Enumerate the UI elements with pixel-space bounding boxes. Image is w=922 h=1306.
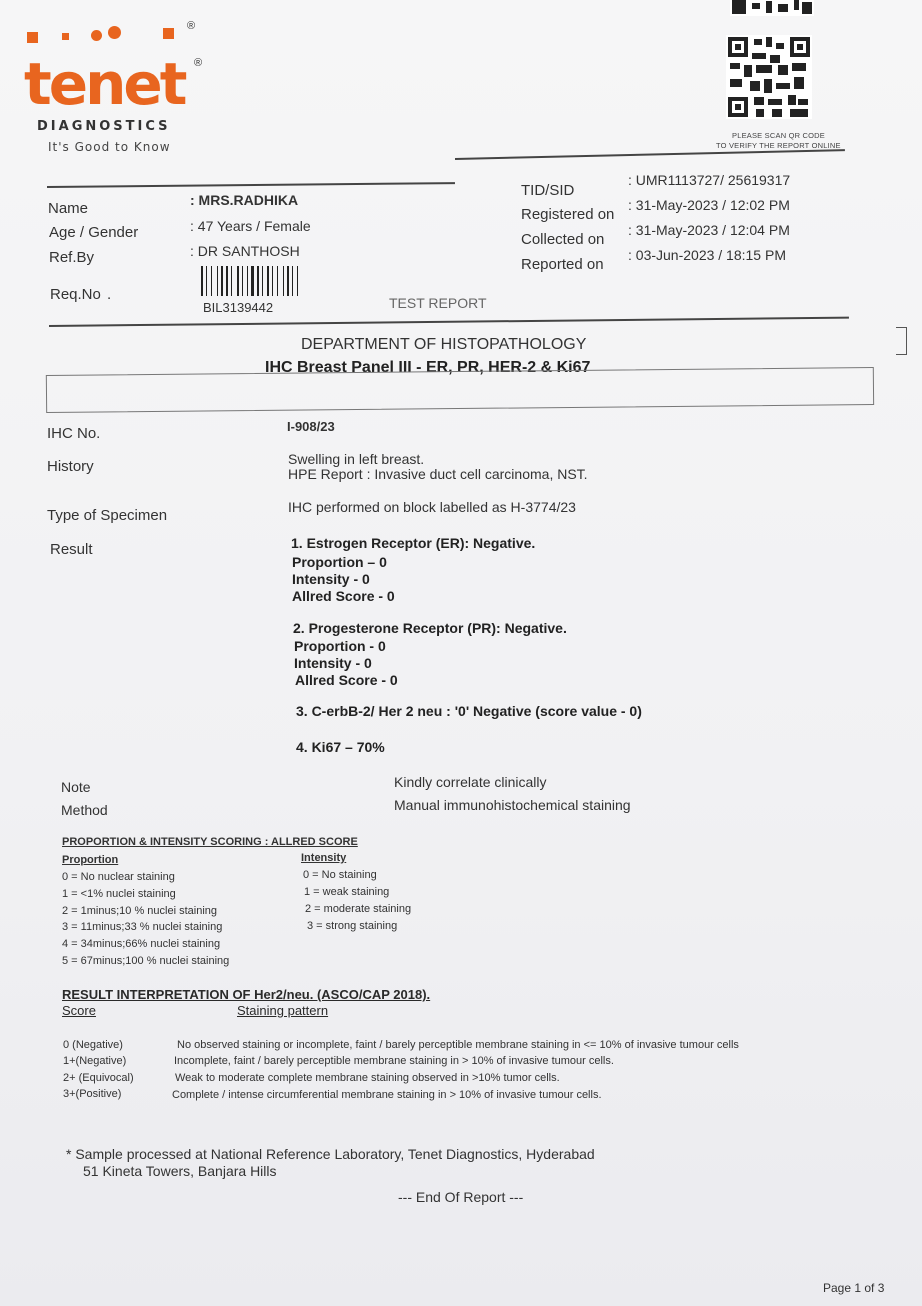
reported-value: : 03-Jun-2023 / 18:15 PM: [628, 247, 786, 263]
her2-pattern: Weak to moderate complete membrane staining observed in >10% tumor cells.: [175, 1072, 560, 1084]
req-label: Req.No: [50, 286, 101, 303]
barcode-bar: [267, 266, 269, 296]
qr-code-top: [730, 0, 814, 16]
barcode-bar: [262, 266, 263, 296]
er-allred: Allred Score - 0: [292, 588, 395, 604]
pr-proportion: Proportion - 0: [294, 638, 386, 654]
history-label: History: [47, 458, 94, 475]
collected-value: : 31-May-2023 / 12:04 PM: [628, 222, 790, 238]
barcode-bar: [231, 266, 232, 296]
pr-intensity: Intensity - 0: [294, 655, 372, 671]
her2-score: 3+(Positive): [63, 1088, 122, 1100]
brand-tagline: It's Good to Know: [48, 140, 171, 154]
barcode: [201, 266, 323, 296]
intensity-item: 0 = No staining: [303, 869, 377, 881]
qr-code-icon: [726, 35, 812, 119]
barcode-bar: [201, 266, 203, 296]
her2-pattern: Incomplete, faint / barely perceptible membrane staining in > 10% of invasive tumour cells.: [174, 1055, 614, 1067]
proportion-item: 1 = <1% nuclei staining: [62, 888, 176, 900]
note-value: Kindly correlate clinically: [394, 774, 547, 790]
her2-score: 0 (Negative): [63, 1039, 123, 1051]
pr-allred: Allred Score - 0: [295, 672, 398, 688]
tid-label: TID/SID: [521, 182, 575, 199]
er-intensity: Intensity - 0: [292, 571, 370, 587]
proportion-item: 2 = 1minus;10 % nuclei staining: [62, 905, 218, 917]
end-of-report: --- End Of Report ---: [398, 1189, 524, 1205]
patient-rule: [49, 317, 849, 327]
history-line1: Swelling in left breast.: [288, 451, 425, 467]
note-label: Note: [61, 779, 91, 795]
barcode-bar: [211, 266, 212, 296]
history-line2: HPE Report : Invasive duct cell carcinoma, NST.: [288, 466, 588, 482]
barcode-bar: [272, 266, 273, 296]
age-value: : 47 Years / Female: [190, 218, 311, 234]
specimen-value: IHC performed on block labelled as H-3774/23: [288, 499, 576, 515]
barcode-bar: [283, 266, 284, 296]
ihc-value: I-908/23: [287, 419, 335, 434]
lab-line2: 51 Kineta Towers, Banjara Hills: [83, 1163, 277, 1179]
pattern-header: Staining pattern: [237, 1003, 329, 1018]
reg-mark-top: ®: [187, 20, 196, 32]
name-value: : MRS.RADHIKA: [190, 192, 299, 208]
method-value: Manual immunohistochemical staining: [394, 797, 631, 813]
barcode-bar: [277, 266, 278, 296]
barcode-bar: [217, 266, 218, 296]
proportion-item: 5 = 67minus;100 % nuclei staining: [62, 955, 230, 967]
proportion-item: 4 = 34minus;66% nuclei staining: [62, 938, 221, 950]
allred-title: PROPORTION & INTENSITY SCORING : ALLRED SCORE: [62, 836, 358, 848]
method-label: Method: [61, 802, 108, 818]
brand-subtitle: DIAGNOSTICS: [37, 119, 171, 134]
test-report-label: TEST REPORT: [389, 295, 487, 311]
barcode-bar: [251, 266, 254, 296]
qr-note-line1: PLEASE SCAN QR CODE: [732, 131, 825, 140]
title-box: [46, 367, 874, 413]
barcode-bar: [287, 266, 289, 296]
intensity-header: Intensity: [301, 852, 347, 864]
her2-result: 3. C-erbB-2/ Her 2 neu : '0' Negative (score value - 0): [296, 703, 642, 719]
reg-mark: ®: [194, 57, 203, 69]
panel-title: IHC Breast Panel III - ER, PR, HER-2 & Ki67: [265, 359, 591, 376]
her2-score: 2+ (Equivocal): [63, 1072, 134, 1084]
pr-title: 2. Progesterone Receptor (PR): Negative.: [293, 620, 567, 636]
barcode-bar: [257, 266, 259, 296]
barcode-bar: [292, 266, 293, 296]
er-title: 1. Estrogen Receptor (ER): Negative.: [291, 535, 536, 551]
req-dot: .: [107, 286, 112, 303]
proportion-item: 3 = 11minus;33 % nuclei staining: [62, 921, 223, 933]
her2-pattern: No observed staining or incomplete, faint / barely perceptible membrane staining in <= 10% of invasive tumour cells: [177, 1039, 739, 1051]
ki67-result: 4. Ki67 – 70%: [296, 739, 385, 755]
department-title: DEPARTMENT OF HISTOPATHOLOGY: [301, 336, 587, 353]
collected-label: Collected on: [521, 231, 605, 248]
barcode-text: BIL3139442: [203, 300, 274, 315]
er-proportion: Proportion – 0: [292, 554, 387, 570]
proportion-item: 0 = No nuclear staining: [62, 871, 175, 883]
barcode-bar: [297, 266, 298, 296]
name-label: Name: [48, 200, 89, 217]
her2-interp-title: RESULT INTERPRETATION OF Her2/neu. (ASCO/CAP 2018).: [62, 987, 431, 1002]
page-number: Page 1 of 3: [823, 1281, 885, 1295]
registered-value: : 31-May-2023 / 12:02 PM: [628, 197, 790, 213]
barcode-bar: [226, 266, 228, 296]
barcode-bar: [237, 266, 239, 296]
qr-note-line2: TO VERIFY THE REPORT ONLINE: [716, 141, 841, 150]
score-header: Score: [62, 1003, 96, 1018]
lab-line1: * Sample processed at National Reference Laboratory, Tenet Diagnostics, Hyderabad: [66, 1146, 595, 1162]
edge-bracket: [896, 327, 907, 355]
barcode-bar: [206, 266, 207, 296]
barcode-bar: [221, 266, 223, 296]
result-label: Result: [50, 541, 93, 558]
header-rule-left: [47, 182, 455, 188]
barcode-bar: [242, 266, 243, 296]
ref-value: : DR SANTHOSH: [190, 243, 300, 259]
barcode-bar: [247, 266, 248, 296]
her2-pattern: Complete / intense circumferential membrane staining in > 10% of invasive tumour cells.: [172, 1089, 602, 1101]
ihc-label: IHC No.: [47, 425, 101, 442]
tid-value: : UMR1113727/ 25619317: [628, 172, 791, 188]
intensity-item: 3 = strong staining: [307, 920, 398, 932]
intensity-item: 1 = weak staining: [304, 886, 390, 898]
brand-logo: tenet: [24, 50, 185, 118]
ref-label: Ref.By: [49, 249, 95, 266]
her2-score: 1+(Negative): [63, 1055, 127, 1067]
age-label: Age / Gender: [49, 224, 139, 241]
intensity-item: 2 = moderate staining: [305, 903, 412, 915]
proportion-header: Proportion: [62, 854, 119, 866]
specimen-label: Type of Specimen: [47, 507, 168, 524]
registered-label: Registered on: [521, 206, 615, 223]
reported-label: Reported on: [521, 256, 604, 273]
header-rule-right: [455, 149, 845, 159]
